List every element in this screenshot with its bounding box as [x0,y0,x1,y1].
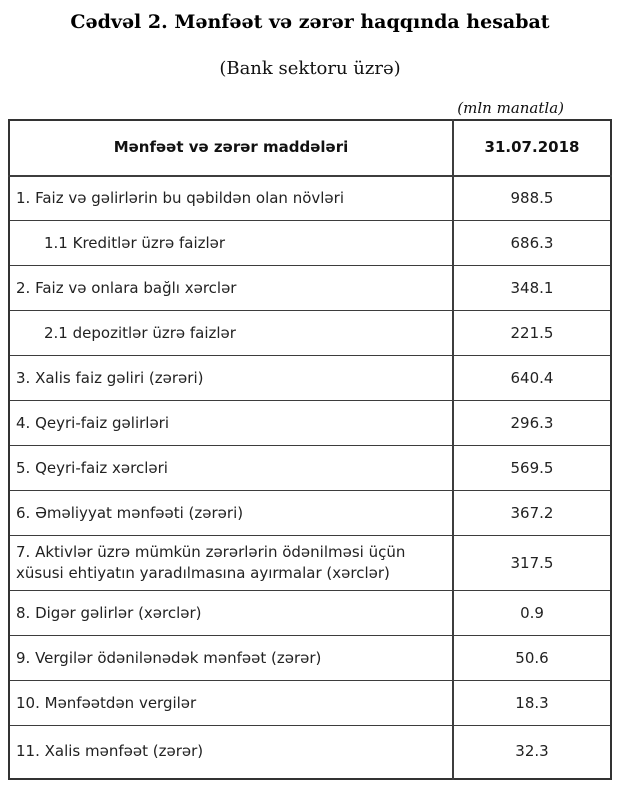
row-label: 9. Vergilər ödənilənədək mənfəət (zərər) [9,636,453,681]
row-value: 569.5 [453,446,611,491]
row-label: 10. Mənfəətdən vergilər [9,681,453,726]
table-row [9,591,611,636]
table-header-row [9,120,611,176]
row-label: 1. Faiz və gəlirlərin bu qəbildən olan növləri [9,176,453,221]
table-row [9,636,611,681]
row-label: 8. Digər gəlirlər (xərclər) [9,591,453,636]
row-value: 686.3 [453,221,611,266]
row-label: 2. Faiz və onlara bağlı xərclər [9,266,453,311]
row-value: 50.6 [453,636,611,681]
row-value: 348.1 [453,266,611,311]
row-label: 2.1 depozitlər üzrə faizlər [9,311,453,356]
profit-loss-table [8,119,612,780]
row-label: 6. Əməliyyat mənfəəti (zərəri) [9,491,453,536]
row-label: 1.1 Kreditlər üzrə faizlər [9,221,453,266]
row-value: 988.5 [453,176,611,221]
row-value: 640.4 [453,356,611,401]
row-label: 5. Qeyri-faiz xərcləri [9,446,453,491]
table-row [9,401,611,446]
row-label: 4. Qeyri-faiz gəlirləri [9,401,453,446]
column-header-date: 31.07.2018 [453,120,611,176]
row-value: 18.3 [453,681,611,726]
row-value: 0.9 [453,591,611,636]
table-row [9,176,611,221]
table-row [9,681,611,726]
table-row [9,491,611,536]
table-row [9,446,611,491]
table-row [9,726,611,779]
table-row [9,221,611,266]
row-label: 7. Aktivlər üzrə mümkün zərərlərin ödənilməsi üçün xüsusi ehtiyatın yaradılmasına ayırmalar (xərclər) [9,536,453,591]
row-label: 3. Xalis faiz gəliri (zərəri) [9,356,453,401]
row-value: 32.3 [453,726,611,779]
unit-note: (mln manatla) [457,98,564,117]
row-value: 367.2 [453,491,611,536]
page-subtitle: (Bank sektoru üzrə) [219,57,401,79]
table-row [9,266,611,311]
table-row [9,356,611,401]
row-label: 11. Xalis mənfəət (zərər) [9,726,453,779]
table-row [9,311,611,356]
page-title: Cədvəl 2. Mənfəət və zərər haqqında hesabat [70,11,550,33]
row-value: 317.5 [453,536,611,591]
table-row [9,536,611,591]
row-value: 221.5 [453,311,611,356]
row-value: 296.3 [453,401,611,446]
column-header-items: Mənfəət və zərər maddələri [9,120,453,176]
